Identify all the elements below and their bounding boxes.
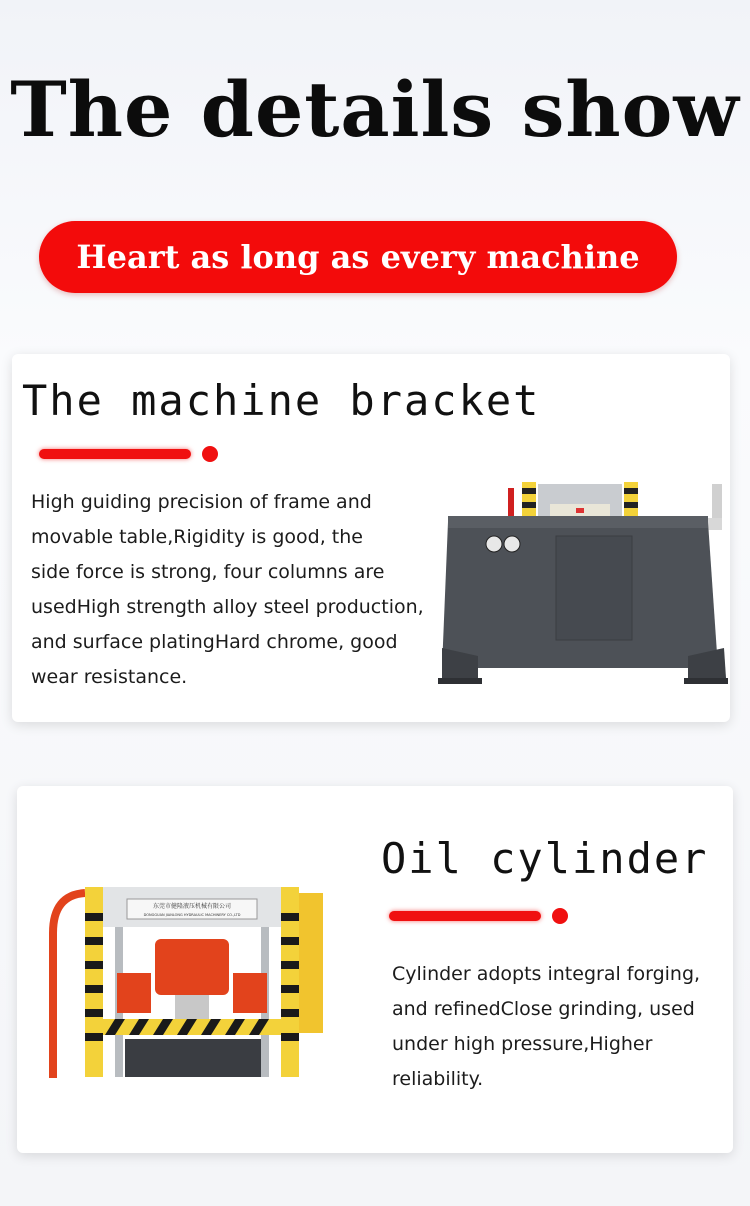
accent-dot <box>202 446 218 462</box>
text-line: movable table,Rigidity is good, the <box>31 526 363 548</box>
text-line: usedHigh strength alloy steel production, <box>31 596 424 618</box>
machine-bracket-card <box>12 354 730 722</box>
slogan-banner <box>39 221 677 293</box>
section-heading-bracket: The machine bracket <box>22 376 541 425</box>
page-title: The details show <box>10 65 740 154</box>
text-line: under high pressure,Higher <box>392 1033 653 1055</box>
nameplate-cn: 东莞市健隆液压机械有限公司 <box>152 903 232 910</box>
nameplate-en: DONGGUAN JIANLONG HYDRAULIC MACHINERY CO.,LTD <box>143 913 241 917</box>
text-line: reliability. <box>392 1068 484 1090</box>
text-line: Cylinder adopts integral forging, <box>392 963 701 985</box>
text-line: High guiding precision of frame and <box>31 491 372 513</box>
cylinder-image <box>45 883 327 1083</box>
cylinder-description <box>392 957 700 1097</box>
text-line: side force is strong, four columns are <box>31 561 385 583</box>
accent-bar <box>39 449 191 459</box>
text-line: and surface platingHard chrome, good <box>31 631 398 653</box>
accent-dot <box>552 908 568 924</box>
oil-cylinder-card <box>17 786 733 1153</box>
section-heading-cylinder: Oil cylinder <box>381 834 709 883</box>
accent-bar <box>389 911 541 921</box>
text-line: wear resistance. <box>31 666 188 688</box>
slogan-text: Heart as long as every machine <box>76 238 640 276</box>
machine-base-image <box>438 478 730 688</box>
bracket-description <box>31 485 424 695</box>
text-line: and refinedClose grinding, used <box>392 998 695 1020</box>
